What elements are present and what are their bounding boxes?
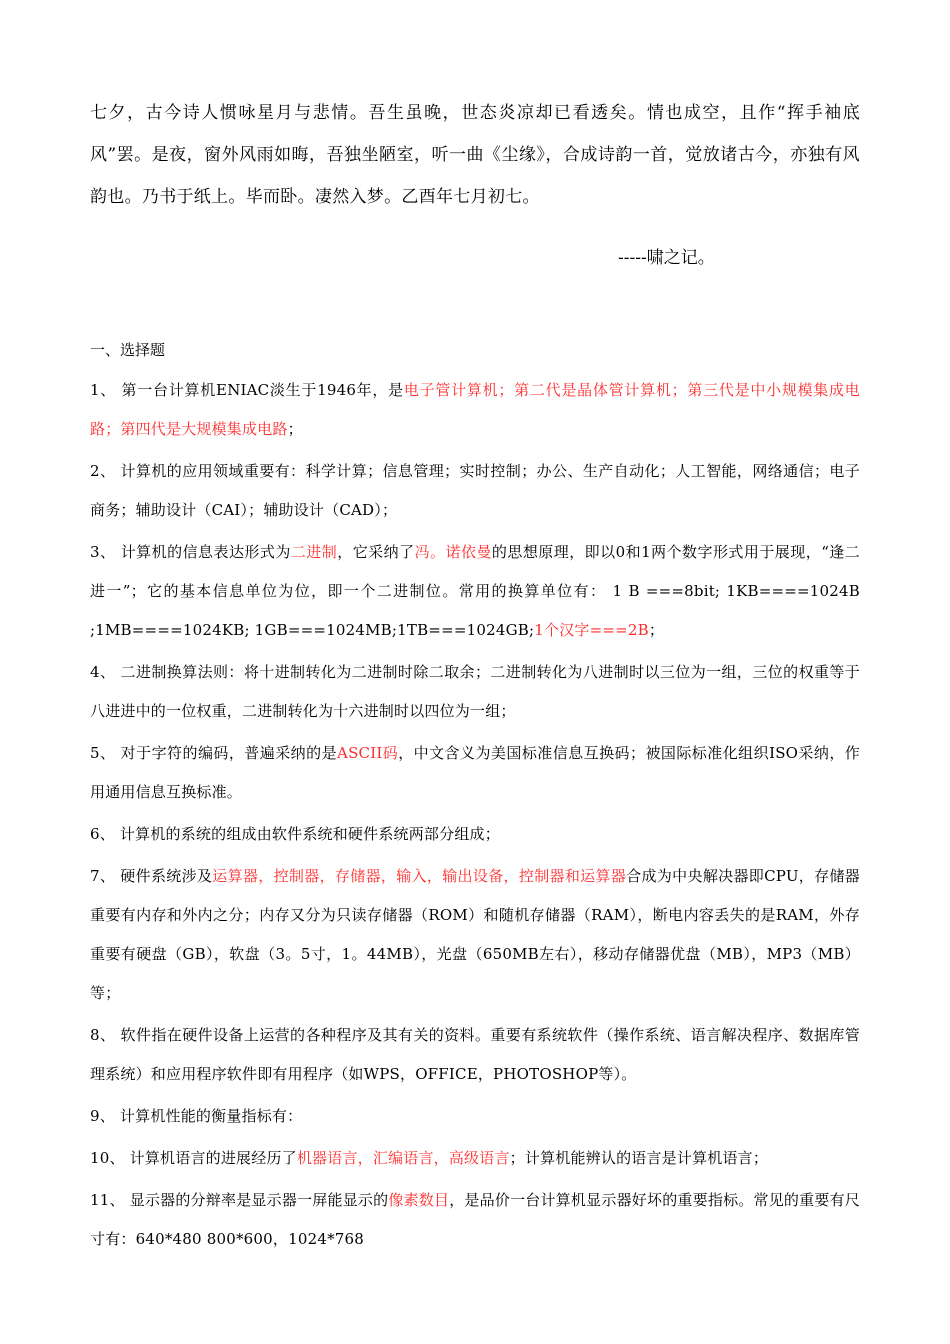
item-text: 计算机的应用领域重要有：科学计算；信息管理；实时控制；办公、生产自动化；人工智能，网络通信；电子商务；辅助设计（CAI）；辅助设计（CAD）； (90, 462, 860, 519)
intro-paragraph: 七夕，古今诗人惯咏星月与悲情。吾生虽晚，世态炎凉却已看透矣。情也成空，且作“挥手袖底风”罢。是夜，窗外风雨如晦，吾独坐陋室，听一曲《尘缘》，合成诗韵一首，觉放诸古今，亦独有风韵也。乃书于纸上。毕而卧。凄然入梦。乙酉年七月初七。 (90, 103, 860, 207)
question-item (90, 653, 860, 731)
item-text: 显示器的分辩率是显示器一屏能显示的 (124, 1191, 389, 1209)
highlighted-text: 机器语言，汇编语言，高级语言 (296, 1149, 510, 1167)
question-item (90, 1016, 860, 1094)
question-item (90, 533, 860, 650)
highlighted-text: 冯。诺依曼 (414, 543, 492, 561)
highlighted-text: ASCII码 (337, 744, 399, 762)
item-text: 的思想原理，即以0和1两个数字形式用于展现，“逢二进一”；它的基本信息单位为位，即一个二进制位。常用的换算单位有： 1 B ===8bit; 1KB====1024B ;1MB====1024KB; 1GB===1024MB;1TB===1024GB; (90, 543, 860, 639)
item-number: 11、 (90, 1191, 125, 1209)
item-text: 硬件系统涉及 (115, 867, 213, 885)
question-item (90, 734, 860, 812)
item-text: 对于字符的编码，普遍采纳的是 (115, 744, 338, 762)
signature: -----啸之记。 (618, 248, 715, 268)
highlighted-text: 1个汉字===2B (534, 621, 649, 639)
item-text: 二进制换算法则：将十进制转化为二进制时除二取余；二进制转化为八进制时以三位为一组，三位的权重等于八进进中的一位权重，二进制转化为十六进制时以四位为一组； (90, 663, 860, 720)
item-number: 2、 (90, 462, 116, 480)
question-item (90, 857, 860, 1013)
item-number: 1、 (90, 381, 117, 399)
highlighted-text: 运算器，控制器，存储器，输入，输出设备，控制器和运算器 (212, 867, 627, 885)
intro-block (90, 92, 860, 218)
item-number: 5、 (90, 744, 116, 762)
question-item (90, 452, 860, 530)
question-item (90, 1097, 860, 1136)
item-number: 4、 (90, 663, 116, 681)
question-list (90, 371, 860, 1259)
item-text: ，是品价一台计算机显示器好坏的重要指标。常见的重要有尺寸有：640*480 800*600，1024*768 (90, 1191, 860, 1248)
item-text: 计算机的信息表达形式为 (115, 543, 291, 561)
item-text: ； (648, 621, 665, 639)
item-number: 6、 (90, 825, 115, 843)
highlighted-text: 电子管计算机；第二代是晶体管计算机；第三代是中小规模集成电路；第四代是大规模集成电路 (90, 381, 861, 438)
item-number: 8、 (90, 1026, 116, 1044)
highlighted-text: 像素数目 (388, 1191, 450, 1209)
item-number: 3、 (90, 543, 116, 561)
question-section (90, 336, 860, 1259)
question-item (90, 1139, 860, 1178)
question-item (90, 1181, 860, 1259)
item-text: ，中文含义为美国标准信息互换码；被国际标准化组织ISO采纳，作用通用信息互换标准。 (90, 744, 860, 801)
item-text: 第一台计算机ENIAC淡生于1946年，是 (116, 381, 404, 399)
item-number: 9、 (90, 1107, 115, 1125)
item-text: 计算机性能的衡量指标有： (114, 1107, 303, 1125)
item-number: 7、 (90, 867, 116, 885)
question-item (90, 371, 860, 449)
item-text: ； (287, 420, 303, 438)
item-text: 计算机的系统的组成由软件系统和硬件系统两部分组成； (114, 825, 500, 843)
section-heading: 一、选择题 (90, 341, 166, 359)
item-text: 合成为中央解决器即CPU，存储器重要有内存和外内之分；内存又分为只读存储器（ROM）和随机存储器（RAM），断电内容丢失的是RAM，外存重要有硬盘（GB），软盘（3。5寸，1。44MB），光盘（650MB左右），移动存储器优盘（MB），MP3（MB）等； (90, 867, 860, 1002)
item-text: ；计算机能辨认的语言是计算机语言； (509, 1149, 769, 1167)
item-text: 计算机语言的进展经历了 (124, 1149, 297, 1167)
item-number: 10、 (90, 1149, 125, 1167)
highlighted-text: 二进制 (290, 543, 338, 561)
question-item (90, 815, 860, 854)
item-text: ，它采纳了 (337, 543, 415, 561)
item-text: 软件指在硬件设备上运营的各种程序及其有关的资料。重要有系统软件（操作系统、语言解决程序、数据库管理系统）和应用程序软件即有用程序（如WPS，OFFICE，PHOTOSHOP等）。 (90, 1026, 860, 1083)
